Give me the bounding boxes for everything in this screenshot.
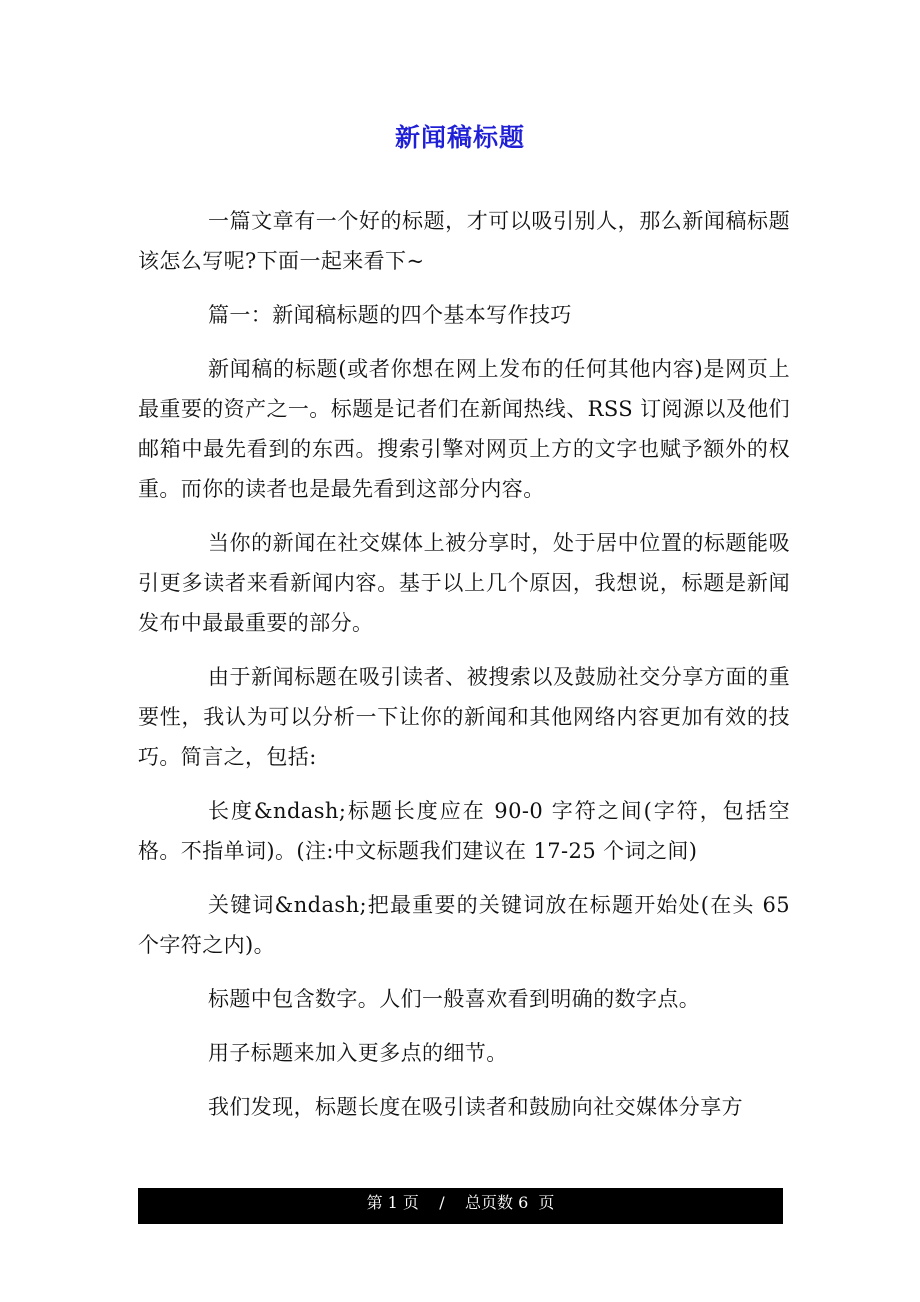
- paragraph-subtitle-tip: 用子标题来加入更多点的细节。: [208, 1041, 508, 1065]
- paragraph-length-tip: 长度&ndash;标题长度应在 90-0 字符之间(字符，包括空格。不指单词)。(注:中文标题我们建议在 17-25 个词之间): [138, 799, 790, 863]
- paragraph-section-heading: 篇一：新闻稿标题的四个基本写作技巧: [208, 303, 572, 327]
- document-body: [138, 201, 790, 1127]
- page-footer: 第 1 页 / 总页数 6 页: [138, 1188, 783, 1224]
- document-title: 新闻稿标题: [394, 123, 525, 152]
- paragraph-headline-importance: 新闻稿的标题(或者你想在网上发布的任何其他内容)是网页上最重要的资产之一。标题是记者们在新闻热线、RSS 订阅源以及他们邮箱中最先看到的东西。搜索引擎对网页上方的文字也赋予额外的权重。而你的读者也是最先看到这部分内容。: [138, 357, 790, 501]
- paragraph-number-tip: 标题中包含数字。人们一般喜欢看到明确的数字点。: [208, 987, 701, 1011]
- paragraph-findings: 我们发现，标题长度在吸引读者和鼓励向社交媒体分享方: [208, 1095, 743, 1119]
- paragraph-keyword-tip: 关键词&ndash;把最重要的关键词放在标题开始处(在头 65 个字符之内)。: [138, 893, 790, 957]
- paragraph-social-media: 当你的新闻在社交媒体上被分享时，处于居中位置的标题能吸引更多读者来看新闻内容。基于以上几个原因，我想说，标题是新闻发布中最最重要的部分。: [138, 531, 790, 635]
- paragraph-intro: 一篇文章有一个好的标题，才可以吸引别人，那么新闻稿标题该怎么写呢?下面一起来看下~: [138, 209, 790, 273]
- paragraph-techniques-intro: 由于新闻标题在吸引读者、被搜索以及鼓励社交分享方面的重要性，我认为可以分析一下让你的新闻和其他网络内容更加有效的技巧。简言之，包括:: [138, 665, 790, 769]
